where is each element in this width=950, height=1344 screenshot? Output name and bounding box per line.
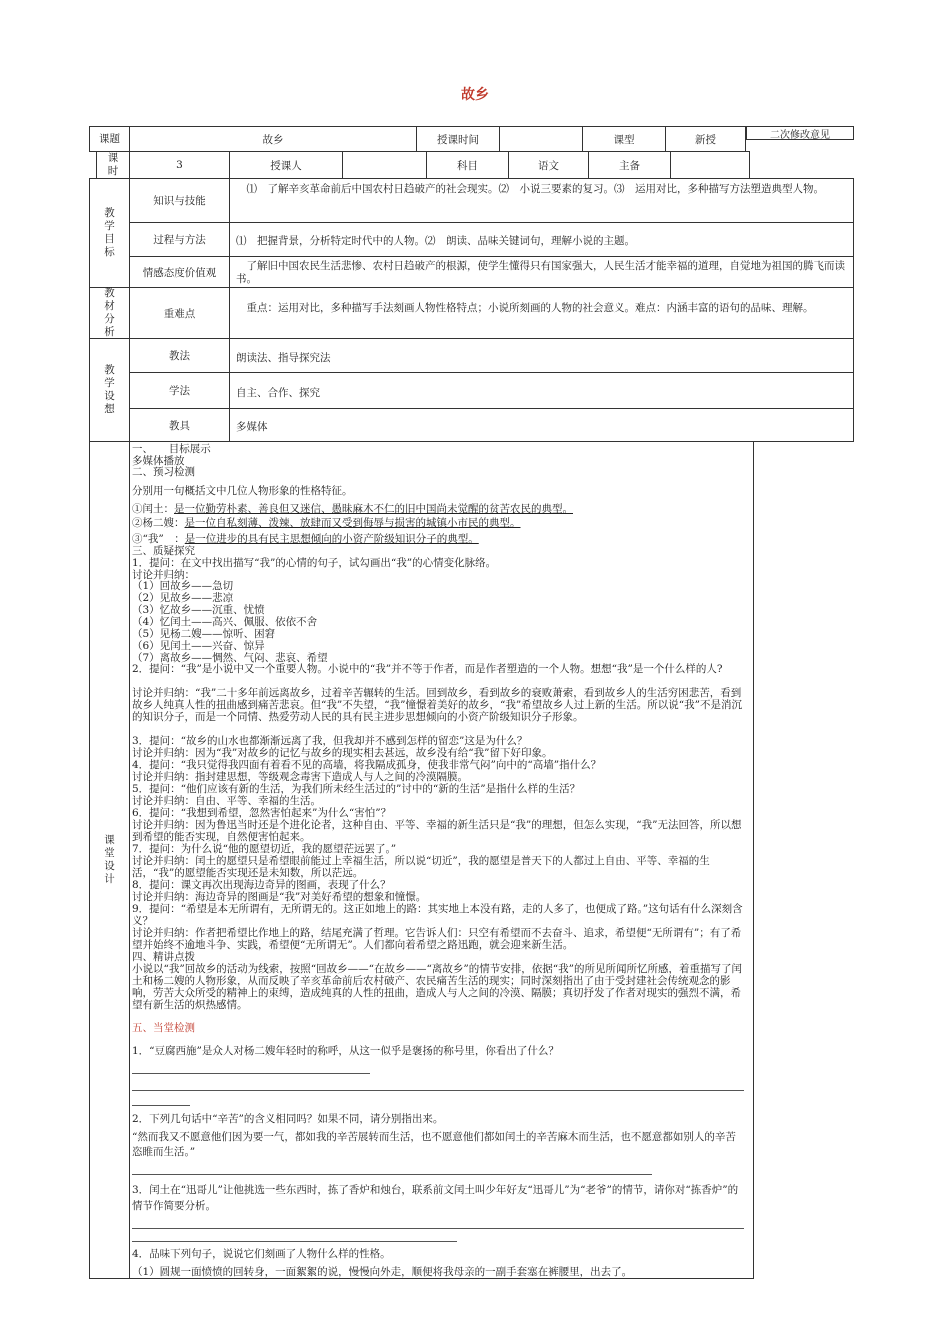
q1-item-4: （4）忆闰土——高兴、佩服、依依不舍	[132, 616, 318, 628]
q4-answer: 讨论并归纳：指封建思想，等级观念毒害下造成人与人之间的冷漠隔膜。	[132, 771, 468, 783]
class-group-label: 课堂设计	[89, 441, 130, 1279]
answer-line	[132, 1174, 652, 1175]
section-4-text: 小说以“我”回故乡的活动为线索，按照“回故乡——“在故乡——“离故乡”的情节安排，依据“我”的所见所闻所忆所感，着重描写了闰土和杨二嫂的人物形象，从而反映了辛亥革命前后农村破产、农民痛苦生活的现实；同时深刻指出了由于受封建社会传统观念的影响，劳苦大众所受的精神上的束缚，造成纯真的人性的扭曲，造成人与人之间的冷漠、隔膜；真切抒发了作者对现实的强烈不满，希望有新生活的炽热感情。	[132, 963, 742, 1011]
label-type: 课型	[582, 126, 666, 152]
q5: 5．提问：“他们应该有新的生活，为我们所未经生活过的”讨中的“新的生活”是指什么样的生活？	[132, 783, 581, 795]
design-label-3: 教具	[129, 408, 230, 442]
test-q2: 2．下列几句话中“辛苦”的含义相同吗？如果不同，请分别指出来。	[132, 1113, 444, 1125]
section-5-heading: 五、当堂检测	[132, 1022, 195, 1034]
character-3: ③“我” ：是一位进步的具有民主思想倾向的小资产阶级知识分子的典型。	[132, 533, 479, 545]
goal-label-2: 过程与方法	[129, 222, 230, 257]
value-time	[499, 126, 583, 152]
character-1: ①闰土：是一位勤劳朴素、善良但又迷信、愚昧麻木不仁的旧中国尚未觉醒的贫苦农民的典型。	[132, 503, 573, 515]
character-2: ②杨二嫂：是一位自私刻薄、泼辣、放肆而又受到侮辱与损害的城镇小市民的典型。	[132, 517, 521, 529]
section-1-heading: 一、 目标展示	[132, 443, 211, 455]
section-2-heading: 二、预习检测	[132, 466, 195, 478]
q4: 4．提问：“我只觉得我四面有着看不见的高墙，将我隔成孤身，使我非常气闷”向中的“高墙”指什么？	[132, 759, 602, 771]
test-q3: 3．闰土在“迅哥儿”让他挑选一些东西时，拣了香炉和烛台，联系前文闰土叫少年好友“迅哥儿”为“老爷”的情节，请你对“拣香炉”的情节作简要分析。	[132, 1184, 739, 1212]
design-text-2: 自主、合作、探究	[229, 372, 854, 409]
design-text-3: 多媒体	[229, 408, 854, 442]
q7: 7．提问：为什么说“他的愿望切近，我的愿望茫远罢了。”	[132, 843, 397, 855]
design-label-2: 学法	[129, 372, 230, 409]
value-type: 新授	[665, 126, 746, 152]
q3: 3．提问：“故乡的山水也都渐渐远离了我，但我却并不感到怎样的留恋”这是为什么？	[132, 735, 528, 747]
goal-text-3: 了解旧中国农民生活悲惨、农村日趋破产的根源，使学生懂得只有国家强大，人民生活才能幸福的道理，自觉地为祖国的腾飞而读书。	[229, 256, 854, 288]
q6: 6．提问：“我想到希望，忽然害怕起来”为什么“害怕”？	[132, 807, 392, 819]
value-keti: 故乡	[129, 126, 417, 152]
q1-item-2: （2）见故乡——悲凉	[132, 592, 234, 604]
q3-answer: 讨论并归纳：因为“我”对故乡的记忆与故乡的现实相去甚远，故乡没有给“我”留下好印象。	[132, 747, 553, 759]
q8-answer: 讨论并归纳：海边奇异的图画是“我”对美好希望的想象和憧憬。	[132, 891, 427, 903]
section-4-heading: 四、精讲点拨	[132, 951, 195, 963]
goal-label-3: 情感态度价值观	[129, 256, 230, 288]
answer-line	[132, 1228, 744, 1229]
answer-line	[132, 1073, 370, 1074]
label-hours: 课时	[96, 151, 130, 179]
test-q1: 1．“豆腐西施”是众人对杨二嫂年轻时的称呼，从这一似乎是褒扬的称号里，你看出了什么？	[132, 1045, 559, 1057]
q1-item-5: （5）见杨二嫂——惊听、困窘	[132, 628, 276, 640]
test-q4-sentence: （1）圆规一面愤愤的回转身，一面絮絮的说，慢慢向外走，顺便将我母亲的一副手套塞在裤腰里，出去了。	[132, 1266, 633, 1278]
section-1-text: 多媒体播放	[132, 455, 185, 467]
analysis-label: 重难点	[129, 287, 230, 339]
q2-answer: 讨论并归纳：“我”二十多年前远离故乡，过着辛苦辗转的生活。回到故乡，看到故乡的衰败萧索，看到故乡人的生活穷困悲苦，看到故乡人纯真人性的扭曲感到痛苦悲哀。但“我”不失望，“我”憧憬着美好的故乡，“我”希望故乡人过上新的生活。所以说“我”不是消沉的知识分子，而是一个同情、热爱劳动人民的具有民主进步思想倾向的小资产阶级知识分子形象。	[132, 687, 742, 723]
goal-label-1: 知识与技能	[129, 178, 230, 223]
answer-line	[132, 1241, 457, 1242]
label-revise: 二次修改意见	[746, 126, 854, 140]
label-time: 授课时间	[416, 126, 500, 152]
preview-intro: 分别用一句概括文中几位人物形象的性格特征。	[132, 485, 353, 497]
page-title: 故乡	[461, 87, 489, 103]
goal-text-1: ⑴ 了解辛亥革命前后中国农村日趋破产的社会现实。⑵ 小说三要素的复习。⑶ 运用对比，多种描写方法塑造典型人物。	[229, 178, 854, 223]
q9: 9．提问：“希望是本无所谓有，无所谓无的。这正如地上的路：其实地上本没有路，走的人多了，也便成了路。”这句话有什么深刻含义？	[132, 903, 743, 927]
q7-answer: 讨论并归纳：闰土的愿望只是希望眼前能过上幸福生活，所以说“切近”，我的愿望是普天下的人都过上自由、平等、幸福的生活，“我”的愿望能否实现还是未知数，所以茫远。	[132, 855, 710, 879]
q1-item-6: （6）见闰土——兴奋、惊异	[132, 640, 265, 652]
q5-answer: 讨论并归纳：自由、平等、幸福的生活。	[132, 795, 321, 807]
analysis-group-label: 教材分析	[89, 287, 130, 339]
label-teacher: 授课人	[229, 151, 343, 179]
value-lead	[670, 151, 750, 179]
q1-discuss: 讨论并归纳：	[132, 569, 195, 581]
design-text-1: 朗读法、指导探究法	[229, 338, 854, 373]
q1-item-3: （3）忆故乡——沉重、忧愤	[132, 604, 265, 616]
answer-line	[132, 1105, 190, 1106]
goals-group-label: 教学目标	[89, 178, 130, 288]
label-keti: 课题	[89, 126, 130, 152]
test-q2-quote: “然而我又不愿意他们因为要一气，都如我的辛苦展转而生活，也不愿意他们都如闰土的辛苦麻木而生活，也不愿意都如别人的辛苦恣睢而生活。”	[132, 1131, 736, 1158]
goal-text-2: ⑴ 把握背景，分析特定时代中的人物。⑵ 朗读、品味关键词句，理解小说的主题。	[229, 222, 854, 257]
q1: 1．提问：在文中找出描写“我”的心情的句子，试勾画出“我”的心情变化脉络。	[132, 557, 497, 569]
test-q4: 4．品味下列句子，说说它们刻画了人物什么样的性格。	[132, 1248, 391, 1260]
value-hours: 3	[129, 151, 230, 179]
q1-item-1: （1）回故乡——急切	[132, 580, 234, 592]
value-subject: 语文	[508, 151, 589, 179]
answer-line	[132, 1090, 744, 1091]
label-subject: 科目	[426, 151, 509, 179]
design-label-1: 教法	[129, 338, 230, 373]
q8: 8．提问：课文再次出现海边奇异的图画，表现了什么？	[132, 879, 391, 891]
q6-answer: 讨论并归纳：因为鲁迅当时还是个进化论者，这种自由、平等、幸福的新生活只是“我”的理想，但怎么实现，“我”无法回答，所以想到希望的能否实现，自然便害怕起来。	[132, 819, 742, 843]
design-group-label: 教学设想	[89, 338, 130, 442]
q9-answer: 讨论并归纳：作者把希望比作地上的路，结尾充满了哲理。它告诉人们：只空有希望而不去奋斗、追求，希望便“无所谓有”；有了希望并始终不逾地斗争、实践，希望便“无所谓无”。人们都向着希望之路迅跑，就会迎来新生活。	[132, 927, 742, 951]
section-3-heading: 三、质疑探究	[132, 545, 195, 557]
label-lead: 主备	[588, 151, 671, 179]
value-teacher	[342, 151, 427, 179]
analysis-text: 重点：运用对比，多种描写手法刻画人物性格特点；小说所刻画的人物的社会意义。难点：内涵丰富的语句的品味、理解。	[229, 287, 854, 339]
q1-item-7: （7）离故乡——惆然、气闷、悲哀、希望	[132, 652, 328, 664]
q2: 2．提问：“我”是小说中又一个重要人物。小说中的“我”并不等于作者，而是作者塑造的一个人物。想想“我”是一个什么样的人?	[132, 663, 723, 675]
